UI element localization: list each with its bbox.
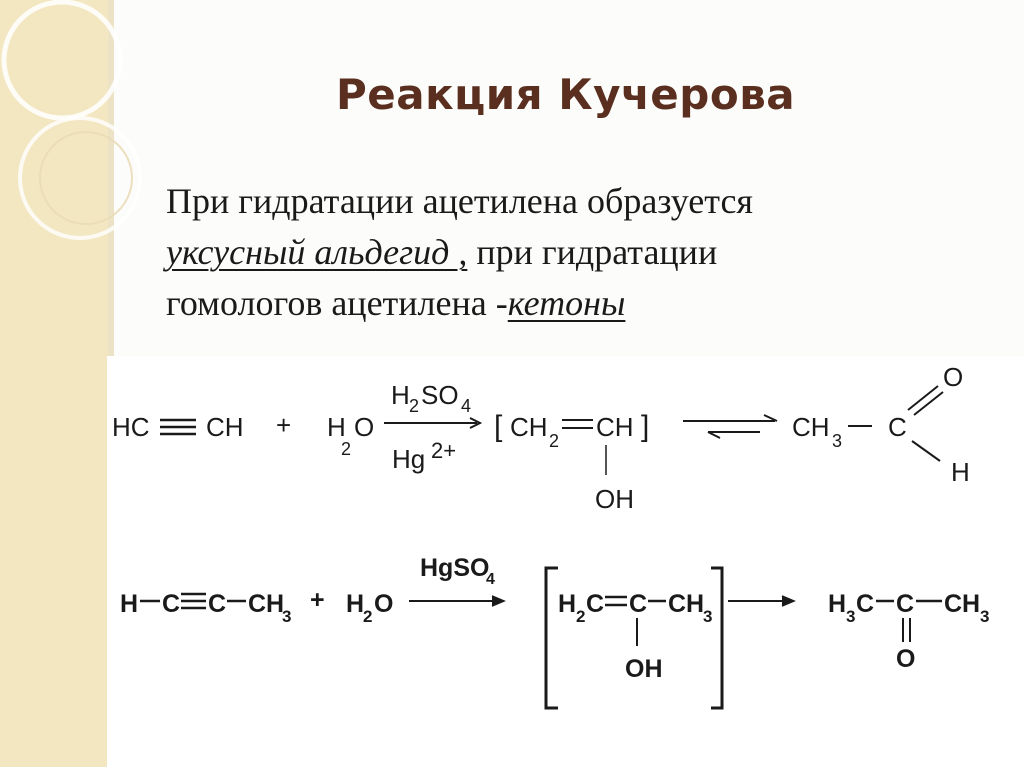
r2-intermediate-h2c-sub: 2 [576, 607, 586, 626]
r1-intermediate-ch2-sub: 2 [549, 431, 560, 451]
r2-intermediate-c: C [629, 590, 648, 618]
r2-product-ch3: CH [944, 590, 981, 618]
r1-product-c: C [888, 412, 907, 442]
r2-product-o: O [896, 645, 916, 673]
r2-product-c: C [896, 590, 915, 618]
r1-bracket-open: [ [494, 410, 503, 443]
r1-catalyst-top-h: H [391, 380, 410, 410]
r2-reactant-ch3: CH [248, 590, 285, 618]
r2-water-h: H [346, 590, 365, 618]
r1-intermediate-ch2: CH [510, 412, 548, 442]
r1-reactant-ch: CH [206, 412, 244, 442]
r2-product-h3c-h: H [828, 590, 847, 618]
r1-water-sub: 2 [341, 439, 352, 459]
ketones-link: кетоны [507, 283, 626, 323]
r2-product-ch3-sub: 3 [980, 607, 990, 626]
body-line-1: При гидратации ацетилена образуется [166, 181, 753, 221]
r2-reactant-c1: C [162, 590, 181, 618]
r1-product-ch3-sub: 3 [832, 431, 843, 451]
r2-water-o: O [374, 590, 394, 618]
r1-catalyst-top-so: SO [421, 380, 459, 410]
r1-product-o: O [943, 362, 964, 392]
r1-water-h: H [327, 412, 346, 442]
r1-catalyst-bottom: Hg [392, 444, 426, 474]
r1-catalyst-bottom-sup: 2+ [431, 438, 457, 463]
r1-product-h: H [951, 457, 970, 487]
r1-catalyst-top-sub: 2 [409, 396, 420, 416]
r2-intermediate-h2c-c: C [586, 590, 605, 618]
r2-catalyst: HgSO [420, 554, 490, 582]
r1-reactant-hc: HC [112, 412, 150, 442]
r1-catalyst-top-sub2: 4 [461, 396, 472, 416]
r2-catalyst-sub: 4 [486, 571, 495, 588]
r1-product-ch3: CH [792, 412, 830, 442]
acetaldehyde-link: уксусный альдегид , [166, 232, 468, 272]
r2-intermediate-oh: OH [625, 655, 663, 683]
r2-water-sub: 2 [363, 607, 373, 626]
r2-reactant-ch3-sub: 3 [282, 607, 292, 626]
slide-title: Реакция Кучерова [336, 70, 796, 119]
r1-intermediate-oh: OH [595, 484, 634, 514]
r2-product-h3c-c: C [856, 590, 875, 618]
r1-intermediate-ch: CH [596, 412, 634, 442]
r2-intermediate-ch3-sub: 3 [703, 607, 713, 626]
r1-water-o: O [354, 412, 375, 442]
r1-bracket-close: ] [641, 410, 650, 443]
r2-reactant-c2: C [208, 590, 227, 618]
r1-plus: + [276, 410, 292, 440]
r2-intermediate-h2c-h: H [558, 590, 577, 618]
r2-plus: + [310, 586, 325, 614]
r2-reactant-h: H [120, 590, 139, 618]
r2-intermediate-ch3: CH [668, 590, 705, 618]
body-line-3-start: гомологов ацетилена - [166, 283, 508, 323]
body-line-2-rest: при гидратации [467, 232, 718, 272]
r2-product-h3c-sub: 3 [846, 607, 856, 626]
